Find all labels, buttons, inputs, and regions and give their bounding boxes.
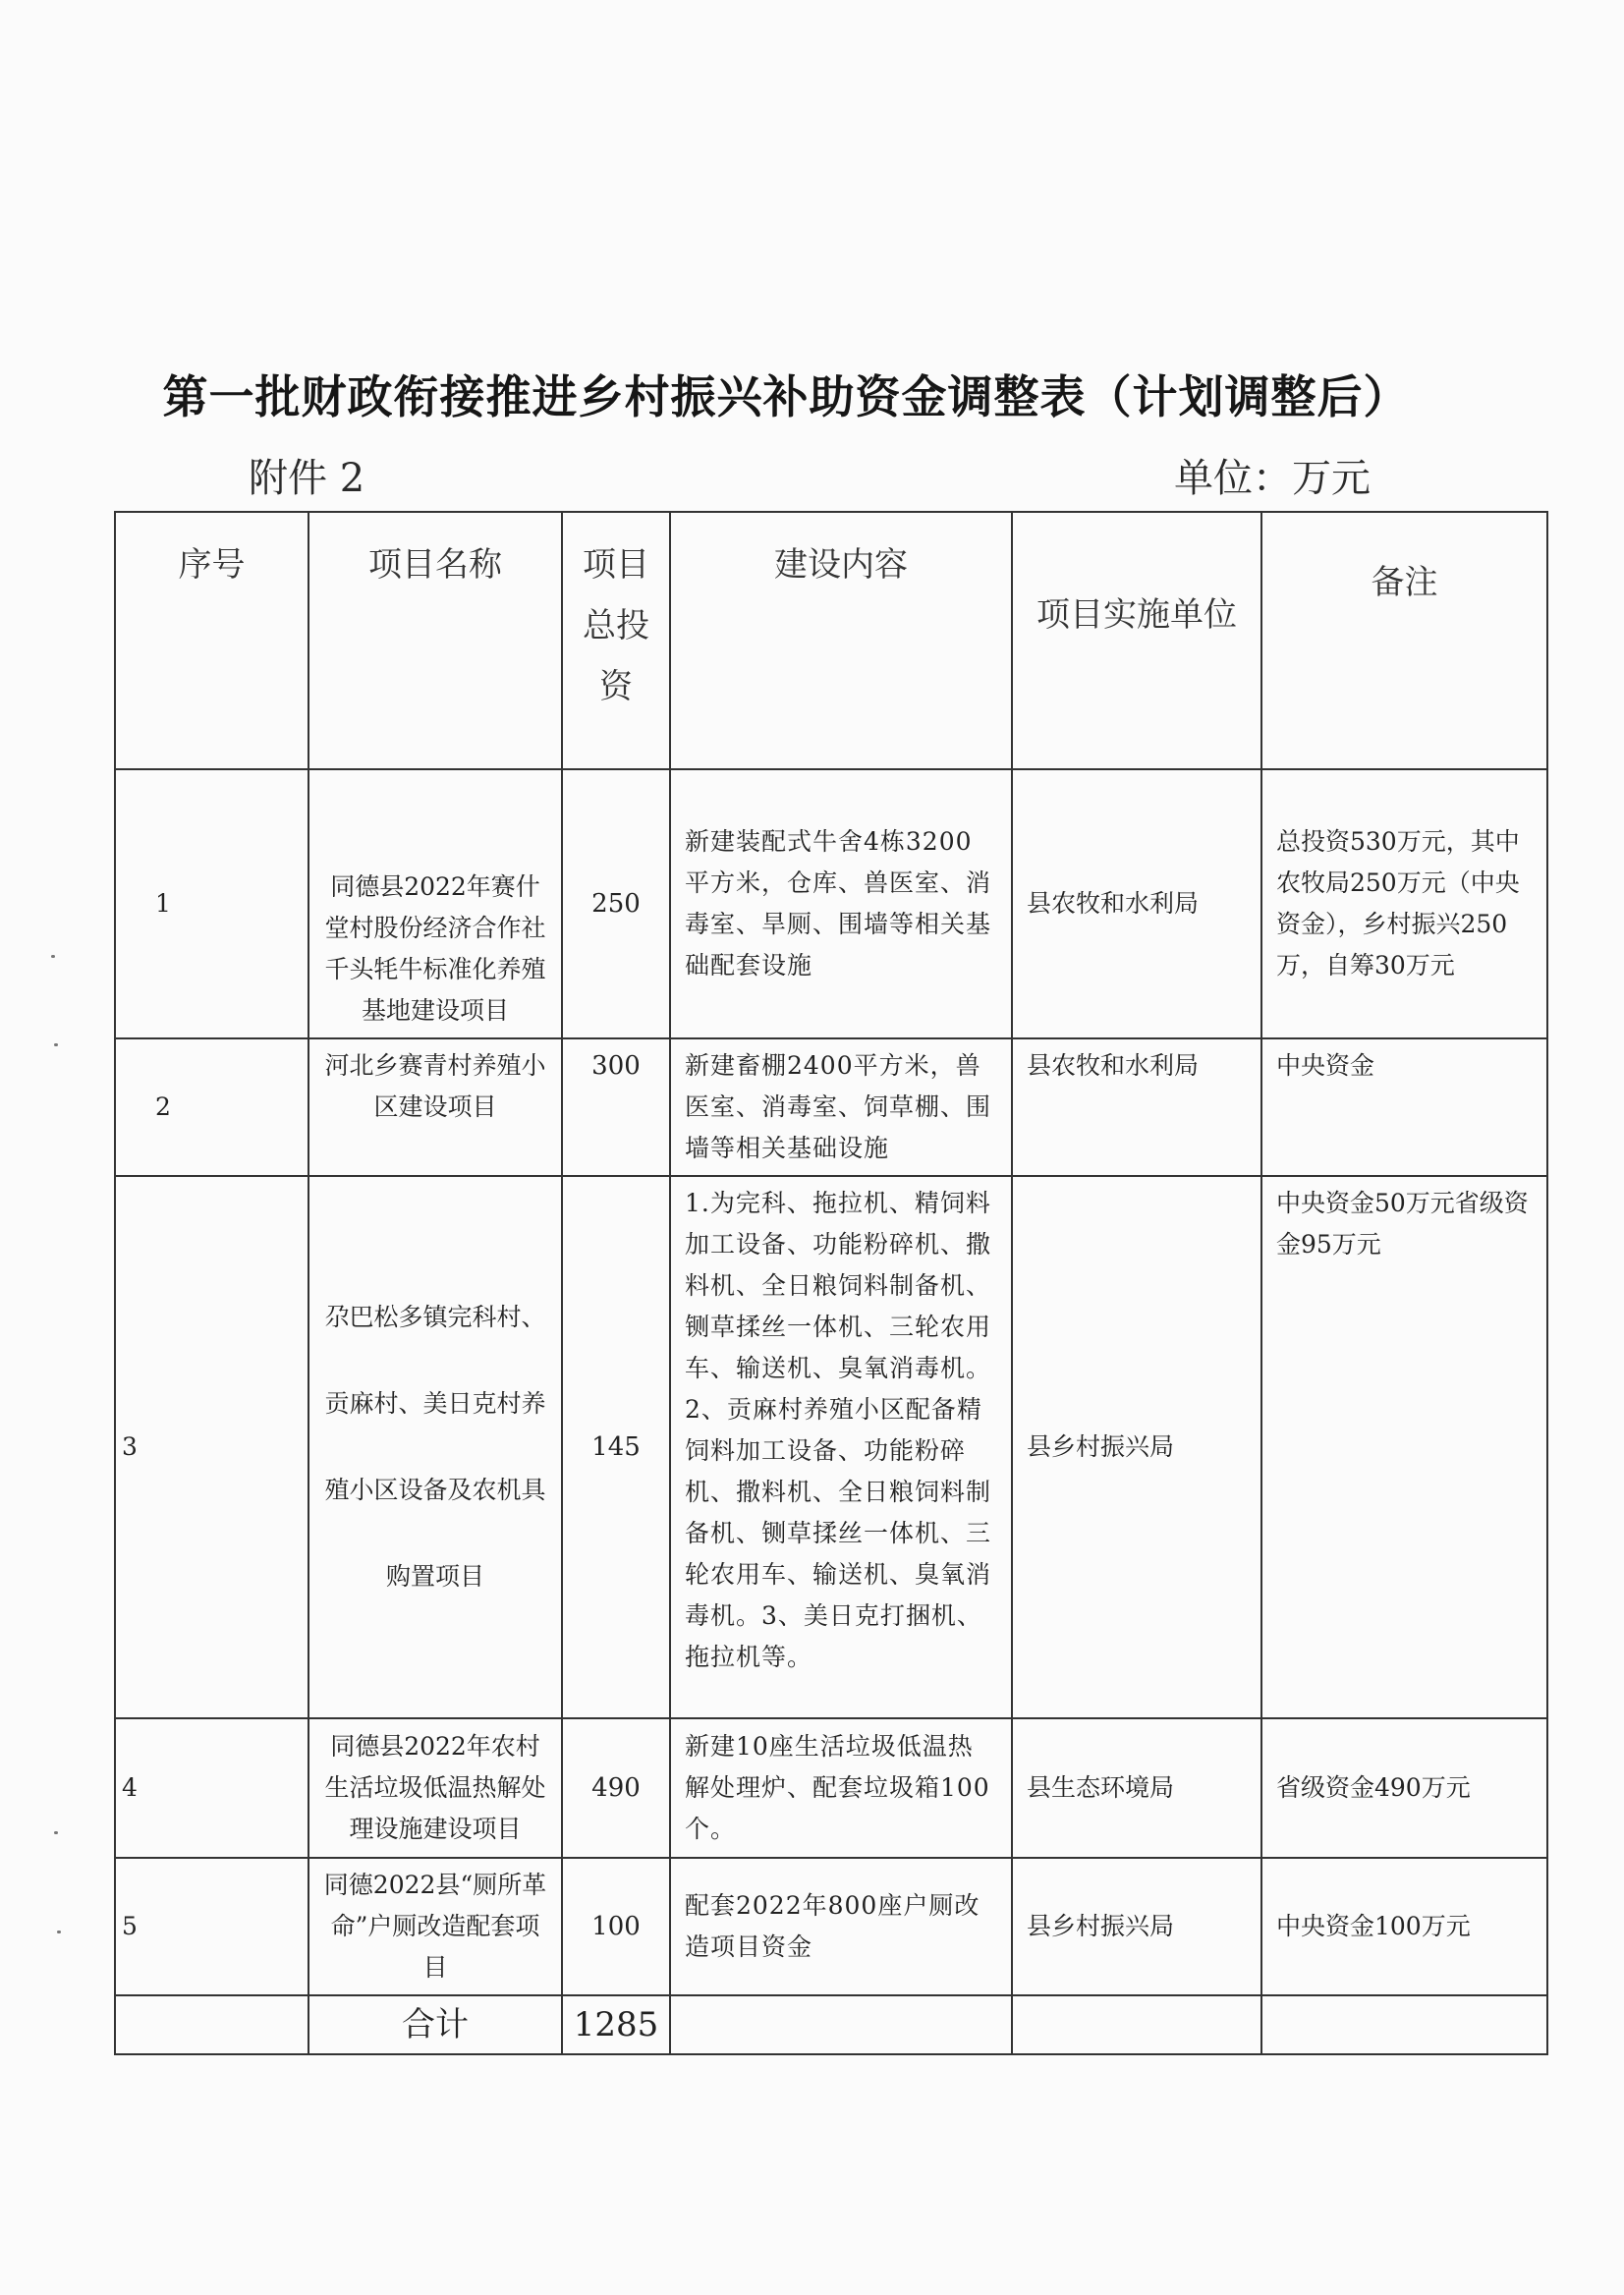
- row-content: 配套2022年800座户厕改造项目资金: [670, 1858, 1012, 1995]
- row-unit: 县生态环境局: [1012, 1718, 1261, 1858]
- row-note: 中央资金: [1261, 1038, 1547, 1176]
- row-name: 同德县2022年赛什堂村股份经济合作社千头牦牛标准化养殖基地建设项目: [308, 769, 562, 1038]
- row-name: 同德2022县“厕所革命”户厕改造配套项目: [308, 1858, 562, 1995]
- attachment-label: 附件 2: [249, 456, 365, 501]
- table-row: [115, 1858, 1547, 1995]
- table-header-row: [115, 512, 1547, 769]
- header-investment: 项目总投资: [562, 512, 670, 769]
- scan-speck: [51, 955, 55, 958]
- total-label: 合计: [308, 1995, 562, 2054]
- row-content: 新建10座生活垃圾低温热解处理炉、配套垃圾箱100个。: [670, 1718, 1012, 1858]
- total-row: [115, 1995, 1547, 2054]
- row-note: 中央资金50万元省级资金95万元: [1261, 1176, 1547, 1718]
- row-note: 总投资530万元，其中农牧局250万元（中央资金），乡村振兴250万，自筹30万元: [1261, 769, 1547, 1038]
- page-title: 第一批财政衔接推进乡村振兴补助资金调整表（计划调整后）: [162, 370, 1410, 423]
- total-empty-cell: [670, 1995, 1012, 2054]
- header-note: 备注: [1261, 512, 1547, 769]
- total-empty-cell: [1012, 1995, 1261, 2054]
- row-no: 4: [115, 1718, 308, 1858]
- scan-speck: [54, 1831, 58, 1834]
- header-unit: 项目实施单位: [1012, 512, 1261, 769]
- row-investment: 250: [562, 769, 670, 1038]
- row-content: 1.为完科、拖拉机、精饲料加工设备、功能粉碎机、撒料机、全日粮饲料制备机、铡草揉丝一体机、三轮农用车、输送机、臭氧消毒机。2、贡麻村养殖小区配备精饲料加工设备、功能粉碎机、撒料机、全日粮饲料制备机、铡草揉丝一体机、三轮农用车、输送机、臭氧消毒机。3、美日克打捆机、拖拉机等。: [670, 1176, 1012, 1718]
- header-content: 建设内容: [670, 512, 1012, 769]
- table-row: [115, 1038, 1547, 1176]
- row-name: 尕巴松多镇完科村、贡麻村、美日克村养殖小区设备及农机具购置项目: [308, 1176, 562, 1718]
- unit-label: 单位：万元: [1174, 456, 1371, 501]
- total-value: 1285: [562, 1995, 670, 2054]
- row-no: 2: [115, 1038, 308, 1176]
- total-empty-cell: [1261, 1995, 1547, 2054]
- row-no: 1: [115, 769, 308, 1038]
- row-content: 新建装配式牛舍4栋3200平方米，仓库、兽医室、消毒室、旱厕、围墙等相关基础配套设施: [670, 769, 1012, 1038]
- row-note: 省级资金490万元: [1261, 1718, 1547, 1858]
- row-investment: 100: [562, 1858, 670, 1995]
- total-empty-cell: [115, 1995, 308, 2054]
- row-no: 3: [115, 1176, 308, 1718]
- header-no: 序号: [115, 512, 308, 769]
- row-note: 中央资金100万元: [1261, 1858, 1547, 1995]
- row-content: 新建畜棚2400平方米，兽医室、消毒室、饲草棚、围墙等相关基础设施: [670, 1038, 1012, 1176]
- scan-speck: [54, 1043, 58, 1046]
- row-investment: 145: [562, 1176, 670, 1718]
- row-investment: 300: [562, 1038, 670, 1176]
- table-row: [115, 769, 1547, 1038]
- row-unit: 县农牧和水利局: [1012, 769, 1261, 1038]
- funds-table: [114, 511, 1548, 2055]
- row-no: 5: [115, 1858, 308, 1995]
- row-unit: 县乡村振兴局: [1012, 1176, 1261, 1718]
- row-name: 河北乡赛青村养殖小区建设项目: [308, 1038, 562, 1176]
- scan-speck: [57, 1931, 61, 1933]
- header-name: 项目名称: [308, 512, 562, 769]
- table-row: [115, 1718, 1547, 1858]
- row-name: 同德县2022年农村生活垃圾低温热解处理设施建设项目: [308, 1718, 562, 1858]
- table-row: [115, 1176, 1547, 1718]
- row-unit: 县乡村振兴局: [1012, 1858, 1261, 1995]
- row-unit: 县农牧和水利局: [1012, 1038, 1261, 1176]
- row-investment: 490: [562, 1718, 670, 1858]
